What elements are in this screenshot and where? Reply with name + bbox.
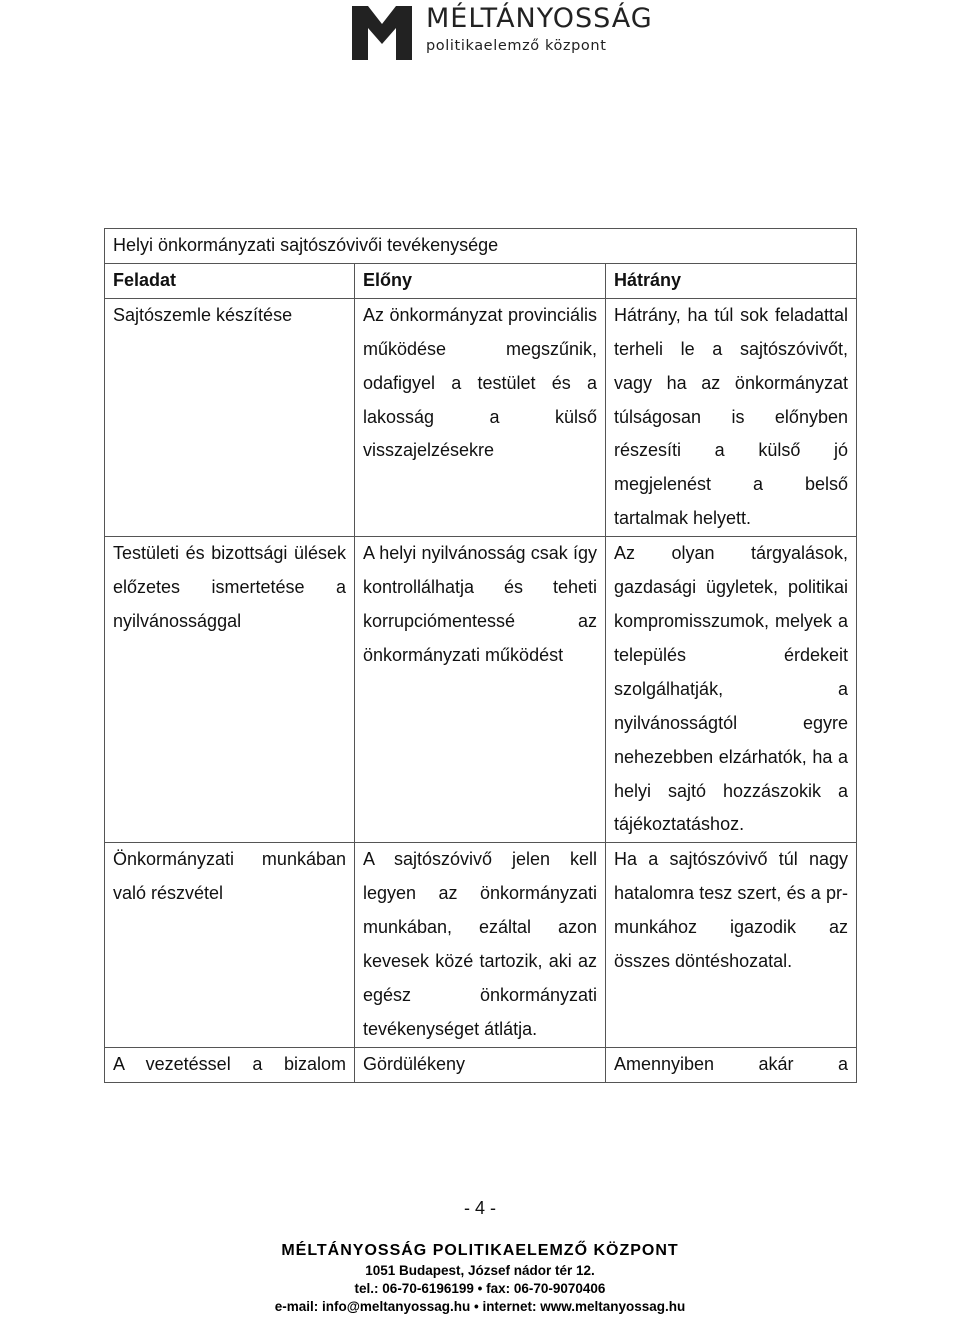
footer-address: 1051 Budapest, József nádor tér 12. — [365, 1263, 595, 1278]
activity-table — [104, 228, 857, 1083]
table-title-row — [105, 229, 857, 264]
cell-feladat — [105, 1047, 355, 1082]
footer-org-name: MÉLTÁNYOSSÁG POLITIKAELEMZŐ KÖZPONT — [281, 1242, 679, 1259]
cell-elony: Gördülékeny — [355, 1047, 606, 1082]
cell-hatrany: Ha a sajtószóvivő túl nagy hatalomra tesz szert, és a pr-munkához igazodik az összes döntéshozatal. — [606, 843, 857, 1047]
table-title: Helyi önkormányzati sajtószóvivői tevékenysége — [105, 229, 857, 264]
column-header-feladat: Feladat — [105, 263, 355, 298]
column-header-hatrany: Hátrány — [606, 263, 857, 298]
cell-feladat: Sajtószemle készítése — [105, 298, 355, 536]
cell-elony: A sajtószóvivő jelen kell legyen az önkormányzati munkában, ezáltal azon kevesek közé tartozik, aki az egész önkormányzati tevékenységet átlátja. — [355, 843, 606, 1047]
column-header-elony: Előny — [355, 263, 606, 298]
page-number: - 4 - — [463, 1198, 496, 1218]
header-logo — [350, 4, 653, 62]
table-row — [105, 537, 857, 843]
cell-hatrany — [606, 1047, 857, 1082]
cell-elony: Az önkormányzat provinciális működése megszűnik, odafigyel a testület és a lakosság a külső visszajelzésekre — [355, 298, 606, 536]
footer-phone: tel.: 06-70-6196199 • fax: 06-70-9070406 — [354, 1281, 606, 1296]
logo-subtitle: politikaelemző központ — [426, 38, 607, 54]
footer-contact: e-mail: info@meltanyossag.hu • internet: www.meltanyossag.hu — [274, 1299, 686, 1314]
cell-hatrany: Az olyan tárgyalások, gazdasági ügyletek, politikai kompromisszumok, melyek a település érdekeit szolgálhatják, a nyilvánosságtól egyre nehezebben elzárhatók, ha a helyi sajtó hozzászokik a tájékoztatáshoz. — [606, 537, 857, 843]
table-header-row — [105, 263, 857, 298]
cell-feladat: Testületi és bizottsági ülések előzetes ismertetése a nyilvánossággal — [105, 537, 355, 843]
table-row — [105, 1047, 857, 1082]
cell-elony: A helyi nyilvánosság csak így kontrollálhatja és teheti korrupciómentessé az önkormányzati működést — [355, 537, 606, 843]
cell-feladat: Önkormányzati munkában való részvétel — [105, 843, 355, 1047]
cell-hatrany-text: Amennyiben akár a — [614, 1053, 848, 1074]
logo-title: MÉLTÁNYOSSÁG — [426, 3, 653, 34]
meltanyossag-logo-icon — [350, 4, 414, 62]
cell-hatrany: Hátrány, ha túl sok feladattal terheli le a sajtószóvivőt, vagy ha az önkormányzat túlságosan is előnyben részesíti a külső jó megjelenést a belső tartalmak helyett. — [606, 298, 857, 536]
cell-feladat-text: A vezetéssel a bizalom — [113, 1053, 346, 1074]
table-row — [105, 298, 857, 536]
table-row — [105, 843, 857, 1047]
footer — [0, 1240, 960, 1316]
